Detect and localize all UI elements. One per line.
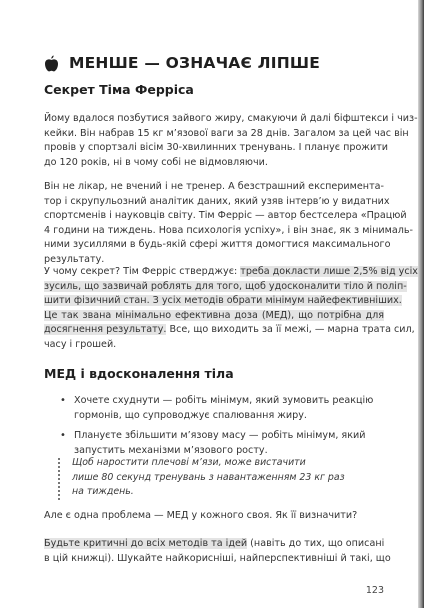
text-line [44,309,384,324]
text-line: кейки. Він набрав 15 кг м’язової ваги за 28 днів. Загалом за цей час він [44,127,409,139]
page-edge-shadow [418,0,424,608]
text-line: ними зусиллями в будь-якій сфері життя домогтися максимального [44,239,391,251]
paragraph-secret [44,265,418,353]
text-plain: Все, що виходить за її межі, — марна трата сил, [166,324,415,336]
paragraph-about-author [44,180,413,268]
text-line: часу і грошей. [44,338,117,350]
quote-rule [58,458,62,500]
paragraph-problem [44,509,384,524]
bullet-list [58,394,384,464]
text-plain: У чому секрет? Тім Ферріс стверджує: [44,266,241,277]
list-item [58,429,384,458]
highlighted-text: шити фізичний стан. З усіх методів обрати мінімум найефективніших. [44,295,402,307]
text-line: Щоб наростити плечові м’язи, може вистачити [72,457,306,468]
text-line: Він не лікар, не вчений і не тренер. А безстрашний експеримента- [44,181,384,192]
highlighted-text: зусиль, що зазвичай роблять для того, щоб удосконалити тіло й поліп- [44,280,407,292]
text-plain: (навіть до тих, що описані [247,538,385,549]
text-line: провів у спортзалі вісім 30-хвилинних тренувань. І планує прожити [44,142,389,154]
highlighted-text: досягнення результату. [44,324,167,336]
text-line [44,280,407,295]
page-number: 123 [365,585,384,596]
chapter-header [44,54,384,72]
text-line: Але є одна проблема — МЕД у кожного своя. Як її визначити? [44,510,358,521]
text-line: на тиждень. [72,486,134,498]
text-line: результату. [44,253,105,265]
section-heading-ferriss-secret: Секрет Тіма Ферріса [44,82,194,97]
section-heading-med-body: МЕД і вдосконалення тіла [44,366,234,381]
quote-block [58,456,378,500]
text-line: в цій книжці). Шукайте найкорисніші, найперспективніші й такі, що [44,552,391,564]
quote-text [58,456,378,500]
text-line: лише 80 секунд тренувань з навантаженням 23 кг раз [72,471,345,483]
text-line [44,323,415,338]
text-line [44,294,402,309]
highlighted-text: треба докласти лише 2,5% від усіх [240,266,418,277]
text-line: до 120 років, ні в чому собі не відмовляючи. [44,156,268,168]
bullet-icon: • [60,430,66,442]
text-line: спортсменів і науковців світу. Тім Ферріс — автор бестселера «Працюй [44,210,407,222]
highlighted-text: Це так звана мінімально ефективна доза (МЕД), що потрібна для [44,309,384,321]
text-line: запустить механізми м’язового росту. [74,444,268,456]
text-line [44,537,384,552]
text-line: Хочете схуднути — робіть мінімум, який зумовить реакцію [74,395,374,406]
text-line: Йому вдалося позбутися зайвого жиру, смакуючи й далі біфштекси і чиз- [44,113,418,124]
apple-icon [44,55,59,72]
paragraph-be-critical [44,537,391,566]
text-line [44,265,418,280]
text-line: 4 години на тиждень. Нова психологія успіху», і він знає, як з мінималь- [44,224,413,236]
text-line: тор і скрупульозний аналітик даних, який узяв інтерв’ю у видатних [44,195,390,207]
bullet-icon: • [60,395,66,406]
highlighted-text: Будьте критичні до всіх методів та ідей [44,538,248,549]
text-line: Плануєте збільшити м’язову масу — робіть мінімум, який [74,430,366,442]
chapter-title: МЕНШЕ — ОЗНАЧАЄ ЛІПШЕ [69,54,321,72]
paragraph-intro [44,112,418,170]
list-item [58,394,384,423]
text-line: гормонів, що супроводжує спалювання жиру. [74,409,307,421]
